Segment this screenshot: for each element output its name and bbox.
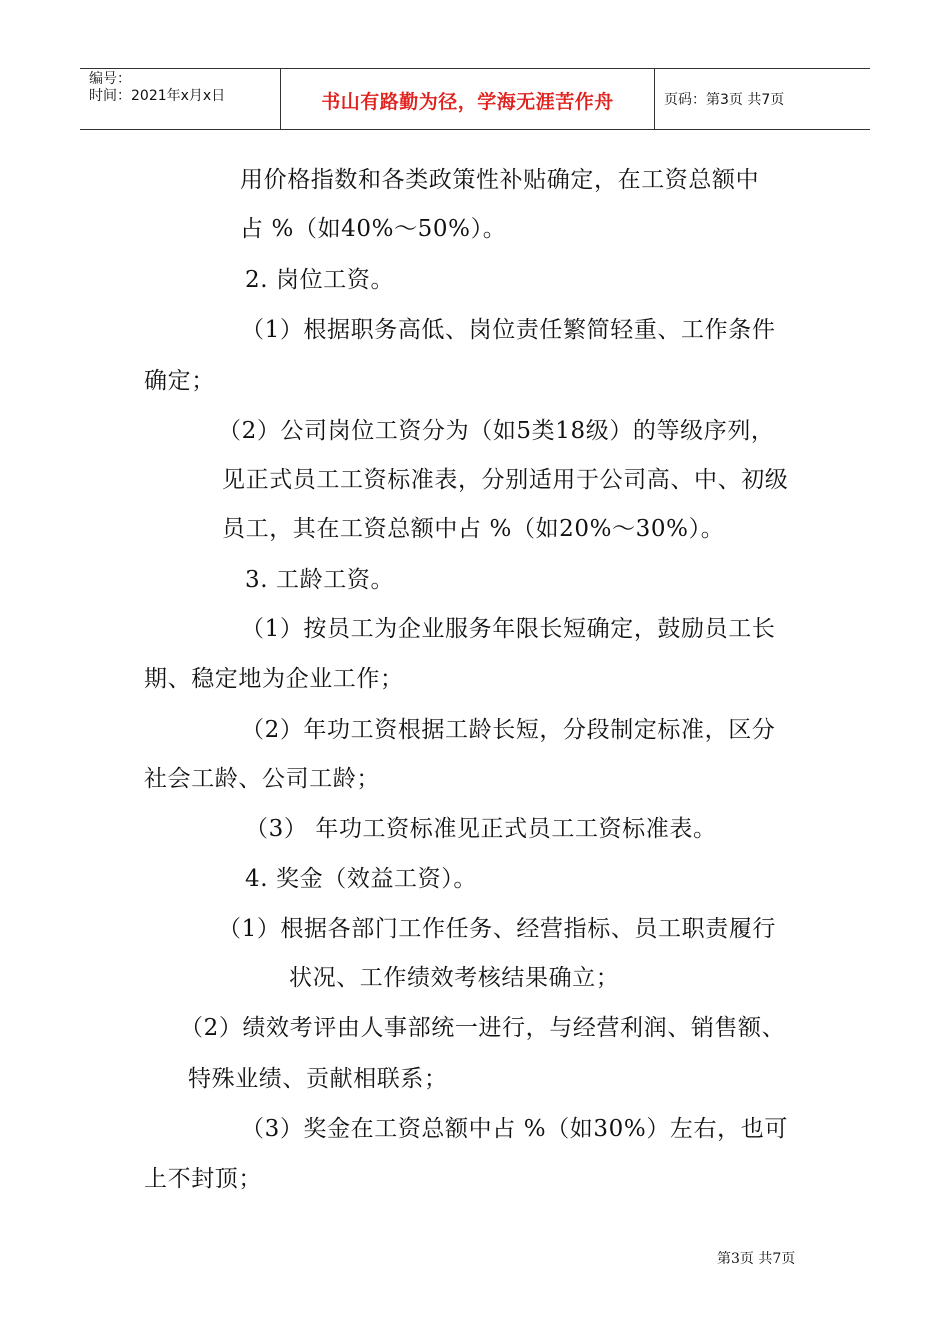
body-line: （2）年功工资根据工龄长短，分段制定标准，区分 [241,717,776,743]
body-line: （3） 年功工资标准见正式员工工资标准表。 [245,816,717,842]
header-motto: 书山有路勤为径，学海无涯苦作舟 [321,90,614,113]
document-time-label: 时间：2021年x月x日 [89,88,226,104]
body-line: 社会工龄、公司工龄； [144,766,380,792]
header-page-cell [655,69,870,129]
section-heading-3: 3. 工龄工资。 [245,567,395,593]
header-meta-cell [80,69,281,129]
page-footer: 第3页 共7页 [717,1251,796,1267]
body-line: 占 %（如40%～50%）。 [240,216,507,242]
section-heading-4: 4. 奖金（效益工资）。 [245,866,477,892]
body-line: 见正式员工工资标准表，分别适用于公司高、中、初级 [222,467,789,493]
body-line: （3）奖金在工资总额中占 %（如30%）左右，也可 [241,1116,788,1142]
body-line: 上不封顶； [144,1166,262,1192]
body-line: （1）根据各部门工作任务、经营指标、员工职责履行 [218,916,777,942]
body-line: （1）按员工为企业服务年限长短确定，鼓励员工长 [241,616,776,642]
body-line: 员工，其在工资总额中占 %（如20%～30%）。 [222,516,725,542]
section-heading-2: 2. 岗位工资。 [245,267,395,293]
body-line: （2）绩效考评由人事部统一进行，与经营利润、销售额、 [180,1015,786,1041]
body-line: 确定； [144,368,215,394]
body-line: 期、稳定地为企业工作； [144,666,404,692]
body-line: 状况、工作绩效考核结果确立； [289,965,620,991]
page-header [80,68,870,130]
header-page-code: 页码：第3页 共7页 [664,92,785,108]
header-motto-cell [281,69,655,129]
document-number-label: 编号： [89,71,131,87]
body-line: 用价格指数和各类政策性补贴确定，在工资总额中 [240,167,760,193]
body-line: 特殊业绩、贡献相联系； [188,1066,448,1092]
body-line: （1）根据职务高低、岗位责任繁简轻重、工作条件 [241,317,776,343]
body-line: （2）公司岗位工资分为（如5类18级）的等级序列， [218,418,775,444]
